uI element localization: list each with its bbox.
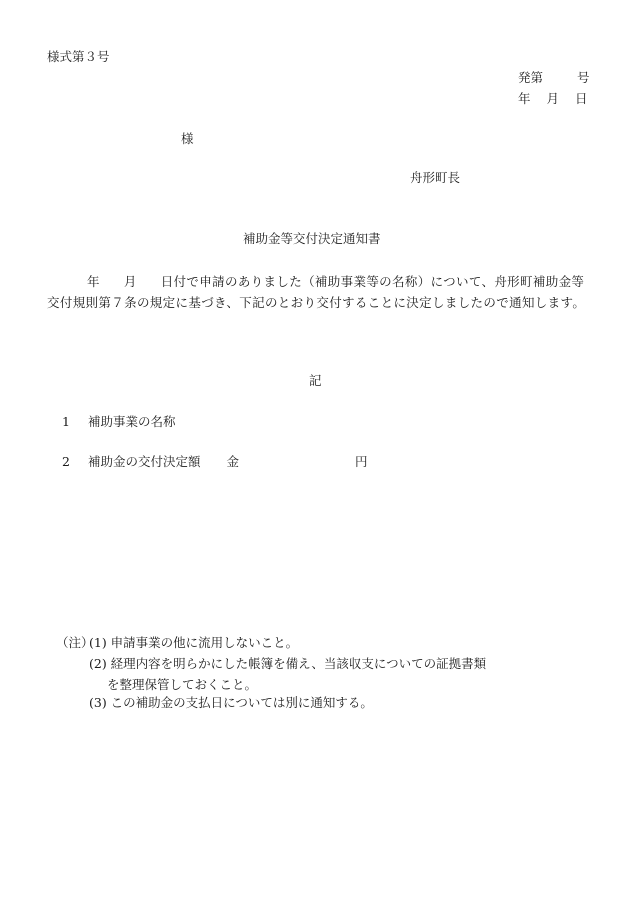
- issue-date-day: 日: [575, 91, 588, 106]
- item-label: 補助金の交付決定額: [88, 454, 201, 469]
- notice-body: [47, 271, 587, 313]
- form-number: 様式第３号: [47, 49, 110, 64]
- item-subsidy-project-name: [62, 416, 176, 429]
- issue-number-suffix: 号: [577, 70, 590, 85]
- body-year: 年: [87, 274, 100, 289]
- item-number: 1: [62, 414, 70, 429]
- item-subsidy-amount: [62, 456, 368, 469]
- note-heading: （注）: [56, 635, 94, 650]
- issue-date: [518, 93, 588, 106]
- issue-date-month: 月: [546, 91, 560, 106]
- addressee-honorific: 様: [181, 131, 194, 146]
- document-title: 補助金等交付決定通知書: [243, 231, 381, 246]
- issue-number: [518, 72, 590, 85]
- note-item-2: (2) 経理内容を明らかにした帳簿を備え、当該収支についての証拠書類: [89, 656, 487, 671]
- sender-name: 舟形町長: [410, 170, 461, 185]
- issue-number-prefix: 発第: [518, 70, 544, 85]
- amount-prefix: 金: [226, 454, 240, 469]
- item-number: 2: [62, 454, 70, 469]
- note-item-2-continuation: を整理保管しておくこと。: [107, 677, 258, 692]
- item-label: 補助事業の名称: [88, 414, 176, 429]
- amount-unit: 円: [355, 454, 368, 469]
- body-month: 月: [123, 274, 137, 289]
- body-text: 日付で申請のありました（補助事業等の名称）について、舟形町補助金等交付規則第７条の規定に基づき、下記のとおり交付することに決定しましたので通知します。: [47, 274, 586, 310]
- note-item-1: (1) 申請事業の他に流用しないこと。: [89, 635, 299, 650]
- note-item-3: (3) この補助金の支払日については別に通知する。: [89, 695, 373, 710]
- ki-heading: 記: [309, 373, 322, 388]
- issue-date-year: 年: [518, 91, 531, 106]
